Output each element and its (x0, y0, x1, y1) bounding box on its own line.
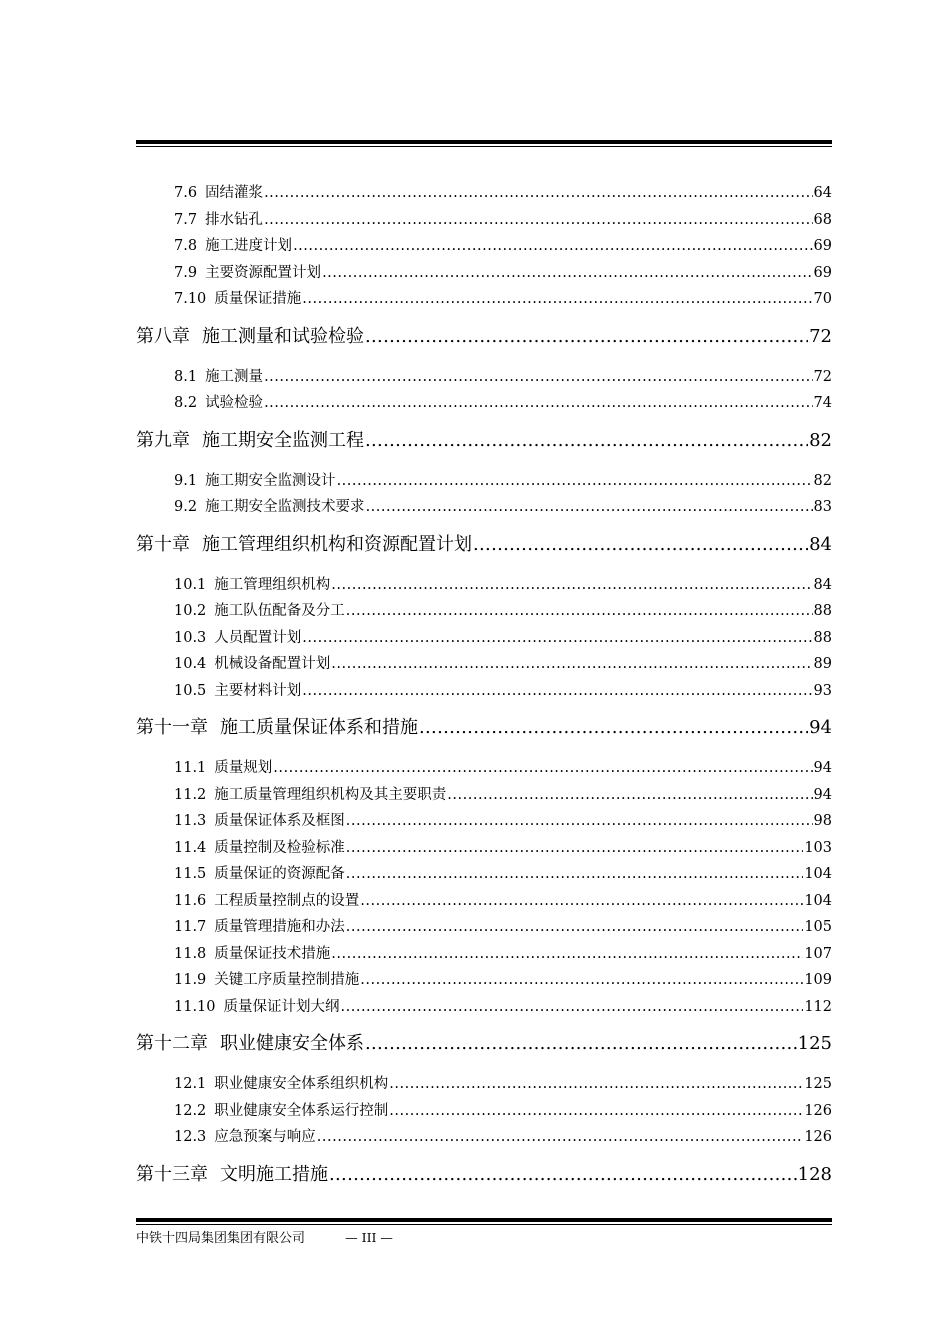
toc-entry-title: 排水钻孔 (205, 211, 264, 228)
toc-entry-number: 8.1 (174, 368, 198, 385)
toc-section-entry[interactable] (136, 468, 832, 495)
toc-leader-dots (447, 782, 812, 809)
toc-leader-dots (329, 1162, 797, 1188)
toc-entry-title: 文明施工措施 (220, 1163, 328, 1185)
toc-entry-title: 施工期安全监测技术要求 (205, 499, 365, 515)
toc-entry-number: 11.10 (174, 998, 216, 1015)
toc-entry-title: 质量保证的资源配备 (214, 866, 345, 882)
toc-entry-title: 试验检验 (205, 395, 264, 411)
toc-entry-number: 12.1 (174, 1076, 207, 1092)
toc-leader-dots (346, 861, 804, 888)
toc-entry-title: 施工质量管理组织机构及其主要职责 (214, 786, 447, 803)
toc-entry-number: 10.5 (174, 682, 207, 699)
toc-entry-page: 104 (804, 892, 832, 909)
toc-section-entry[interactable] (136, 286, 832, 313)
toc-entry-title: 固结灌浆 (205, 185, 264, 201)
toc-entry-title: 机械设备配置计划 (214, 656, 331, 672)
toc-entry-title: 工程质量控制点的设置 (214, 892, 360, 909)
toc-leader-dots (346, 914, 804, 941)
toc-entry-title: 应急预案与响应 (214, 1129, 316, 1145)
toc-entry-number: 10.1 (174, 576, 207, 593)
toc-section-entry[interactable] (136, 625, 832, 652)
toc-section-entry[interactable] (136, 755, 832, 782)
toc-entry-page: 125 (797, 1033, 832, 1054)
toc-entry-title: 施工队伍配备及分工 (214, 603, 345, 619)
toc-leader-dots (419, 715, 808, 741)
toc-entry-page: 98 (813, 813, 832, 829)
toc-leader-dots (322, 260, 812, 287)
toc-leader-dots (273, 755, 812, 782)
toc-entry-title: 施工管理组织机构 (214, 576, 331, 593)
toc-entry-number: 11.4 (174, 839, 207, 856)
toc-chapter-entry[interactable] (136, 532, 832, 558)
toc-leader-dots (331, 651, 812, 678)
toc-entry-number: 8.2 (174, 395, 198, 411)
toc-entry-title: 主要材料计划 (214, 682, 302, 699)
toc-leader-dots (331, 941, 803, 968)
toc-entry-title: 施工期安全监测设计 (205, 472, 336, 489)
toc-entry-number: 7.10 (174, 291, 207, 307)
footer-company: 中铁十四局集团集团有限公司 (136, 1231, 306, 1246)
toc-entry-page: 94 (813, 760, 832, 776)
header-rule-thick (136, 140, 832, 144)
toc-leader-dots (341, 994, 804, 1021)
toc-entry-number: 第十三章 (136, 1163, 208, 1185)
toc-leader-dots (264, 180, 812, 207)
toc-entry-page: 126 (804, 1129, 832, 1145)
toc-entry-title: 质量管理措施和办法 (214, 919, 345, 935)
toc-section-entry[interactable] (136, 180, 832, 207)
toc-entry-page: 74 (813, 395, 832, 411)
toc-entry-page: 69 (813, 264, 832, 281)
toc-entry-title: 质量控制及检验标准 (214, 839, 345, 856)
toc-entry-page: 107 (804, 945, 832, 962)
toc-entry-title: 质量保证措施 (214, 291, 302, 307)
toc-entry-number: 9.1 (174, 472, 198, 489)
toc-entry-page: 112 (804, 998, 832, 1015)
toc-chapter-entry[interactable] (136, 1162, 832, 1188)
toc-entry-page: 70 (813, 291, 832, 307)
toc-entry-title: 质量规划 (214, 760, 273, 776)
toc-section-entry[interactable] (136, 782, 832, 809)
toc-section-entry[interactable] (136, 494, 832, 521)
toc-entry-title: 主要资源配置计划 (205, 264, 322, 281)
toc-entry-number: 11.6 (174, 892, 207, 909)
toc-entry-page: 126 (804, 1102, 832, 1119)
toc-section-entry[interactable] (136, 678, 832, 705)
toc-entry-page: 64 (813, 185, 832, 201)
toc-section-entry[interactable] (136, 808, 832, 835)
toc-leader-dots (264, 207, 812, 234)
toc-entry-page: 94 (813, 786, 832, 803)
toc-leader-dots (366, 494, 813, 521)
toc-entry-number: 11.5 (174, 866, 207, 882)
toc-entry-number: 7.9 (174, 264, 198, 281)
toc-entry-page: 72 (809, 325, 832, 347)
toc-leader-dots (264, 390, 812, 417)
toc-leader-dots (365, 428, 808, 454)
toc-entry-number: 11.2 (174, 786, 207, 803)
toc-entry-number: 11.1 (174, 760, 207, 776)
toc-entry-title: 施工质量保证体系和措施 (220, 717, 418, 738)
toc-entry-title: 关键工序质量控制措施 (214, 972, 360, 988)
toc-section-entry[interactable] (136, 1098, 832, 1125)
toc-entry-page: 84 (809, 533, 832, 555)
toc-leader-dots (389, 1071, 803, 1098)
toc-entry-title: 质量保证体系及框图 (214, 813, 345, 829)
toc-entry-number: 10.4 (174, 656, 207, 672)
toc-entry-page: 103 (804, 839, 832, 856)
toc-entry-page: 84 (813, 576, 832, 593)
toc-entry-page: 128 (797, 1163, 832, 1185)
toc-entry-number: 11.7 (174, 919, 207, 935)
toc-entry-number: 第八章 (136, 325, 190, 347)
header-rule-thin (136, 146, 832, 147)
toc-leader-dots (302, 625, 812, 652)
toc-entry-number: 10.3 (174, 629, 207, 646)
toc-leader-dots (473, 532, 808, 558)
toc-entry-number: 11.9 (174, 972, 207, 988)
toc-entry-number: 12.2 (174, 1102, 207, 1119)
toc-entry-number: 10.2 (174, 603, 207, 619)
toc-section-entry[interactable] (136, 941, 832, 968)
toc-entry-title: 施工期安全监测工程 (202, 429, 364, 451)
toc-leader-dots (346, 808, 813, 835)
toc-leader-dots (293, 233, 812, 260)
toc-entry-page: 88 (813, 629, 832, 646)
toc-section-entry[interactable] (136, 364, 832, 391)
toc-entry-page: 93 (813, 682, 832, 699)
toc-leader-dots (346, 835, 804, 862)
toc-section-entry[interactable] (136, 994, 832, 1021)
footer-rule-thin (136, 1224, 832, 1225)
toc-entry-page: 94 (809, 717, 832, 738)
toc-entry-page: 72 (813, 368, 832, 385)
toc-entry-title: 职业健康安全体系组织机构 (214, 1076, 389, 1092)
toc-entry-page: 83 (813, 499, 832, 515)
toc-section-entry[interactable] (136, 835, 832, 862)
toc-section-entry[interactable] (136, 888, 832, 915)
toc-entry-number: 7.6 (174, 185, 198, 201)
footer-page-number: — III — (345, 1230, 393, 1245)
toc-leader-dots (365, 324, 808, 350)
toc-leader-dots (365, 1031, 797, 1057)
toc-entry-number: 第十二章 (136, 1033, 208, 1054)
toc-section-entry[interactable] (136, 233, 832, 260)
toc-entry-title: 质量保证计划大纲 (223, 998, 340, 1015)
toc-chapter-entry[interactable] (136, 428, 832, 454)
toc-entry-page: 88 (813, 603, 832, 619)
toc-section-entry[interactable] (136, 260, 832, 287)
toc-leader-dots (337, 468, 813, 495)
toc-entry-number: 7.8 (174, 238, 198, 254)
toc-section-entry[interactable] (136, 207, 832, 234)
toc-section-entry[interactable] (136, 967, 832, 994)
toc-section-entry[interactable] (136, 651, 832, 678)
toc-entry-page: 68 (813, 211, 832, 228)
toc-chapter-entry[interactable] (136, 715, 832, 741)
toc-leader-dots (317, 1124, 804, 1151)
toc-section-entry[interactable] (136, 861, 832, 888)
toc-entry-number: 9.2 (174, 499, 198, 515)
toc-section-entry[interactable] (136, 1071, 832, 1098)
toc-leader-dots (360, 888, 803, 915)
toc-entry-page: 125 (804, 1076, 832, 1092)
toc-leader-dots (264, 364, 812, 391)
toc-entry-page: 104 (804, 866, 832, 882)
toc-entry-page: 82 (813, 472, 832, 489)
toc-chapter-entry[interactable] (136, 324, 832, 350)
toc-entry-number: 12.3 (174, 1129, 207, 1145)
toc-entry-number: 第九章 (136, 429, 190, 451)
toc-leader-dots (331, 572, 812, 599)
page-footer (136, 1227, 393, 1246)
toc-leader-dots (302, 286, 812, 313)
toc-entry-title: 施工进度计划 (205, 238, 293, 254)
toc-entry-number: 第十章 (136, 533, 190, 555)
table-of-contents (136, 180, 832, 1202)
toc-entry-title: 施工管理组织机构和资源配置计划 (202, 533, 472, 555)
toc-entry-page: 82 (809, 429, 832, 451)
toc-leader-dots (360, 967, 803, 994)
toc-entry-number: 7.7 (174, 211, 198, 228)
toc-section-entry[interactable] (136, 598, 832, 625)
toc-leader-dots (302, 678, 812, 705)
toc-leader-dots (346, 598, 813, 625)
toc-section-entry[interactable] (136, 572, 832, 599)
footer-rule-thick (136, 1218, 832, 1222)
toc-entry-page: 105 (804, 919, 832, 935)
toc-entry-number: 第十一章 (136, 717, 208, 738)
toc-entry-title: 施工测量和试验检验 (202, 325, 364, 347)
toc-section-entry[interactable] (136, 390, 832, 417)
toc-section-entry[interactable] (136, 914, 832, 941)
toc-entry-number: 11.8 (174, 945, 207, 962)
toc-entry-title: 人员配置计划 (214, 629, 302, 646)
toc-entry-number: 11.3 (174, 813, 207, 829)
toc-chapter-entry[interactable] (136, 1031, 832, 1057)
toc-leader-dots (389, 1098, 803, 1125)
toc-entry-page: 89 (813, 656, 832, 672)
toc-entry-page: 109 (804, 972, 832, 988)
toc-entry-page: 69 (813, 238, 832, 254)
toc-entry-title: 施工测量 (205, 368, 264, 385)
toc-section-entry[interactable] (136, 1124, 832, 1151)
toc-entry-title: 职业健康安全体系运行控制 (214, 1102, 389, 1119)
toc-entry-title: 质量保证技术措施 (214, 945, 331, 962)
toc-entry-title: 职业健康安全体系 (220, 1033, 364, 1054)
